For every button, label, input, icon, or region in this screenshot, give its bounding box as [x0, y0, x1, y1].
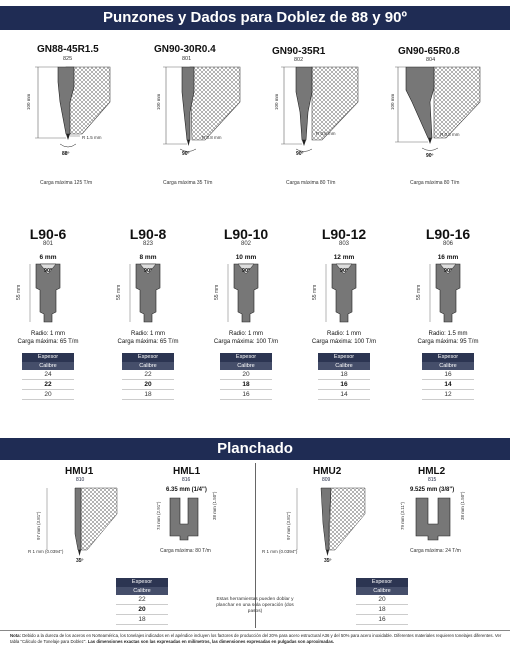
- punch-height: 100 mm: [274, 93, 279, 110]
- table-header: Espesor: [356, 578, 408, 587]
- tool-side: 38 mm (1.50"): [212, 491, 217, 520]
- punch-number: 804: [426, 57, 436, 63]
- tool-radius: R 1 mm (0.0394"): [262, 549, 298, 554]
- gauge-table: [22, 353, 74, 400]
- die-height: 55 mm: [214, 284, 220, 300]
- tool-number: 816: [182, 477, 191, 483]
- hemming-die-drawing: [406, 491, 466, 544]
- gauge-table: [318, 353, 370, 400]
- die-capacity: Carga máxima: 100 T/m: [311, 339, 377, 345]
- note-label: Nota:: [10, 633, 21, 638]
- die-number: 802: [240, 241, 251, 247]
- tool-height: 97 mm (3.81"): [36, 511, 41, 540]
- table-row: 22: [122, 370, 174, 380]
- punch-code: GN90-30R0.4: [154, 44, 216, 55]
- table-row: 12: [422, 390, 474, 400]
- table-header: Espesor: [220, 353, 272, 362]
- tool-number: 809: [322, 477, 331, 483]
- table-row: 16: [318, 380, 370, 390]
- table-row: 20: [220, 370, 272, 380]
- die-height: 55 mm: [312, 284, 318, 300]
- punch-number: 825: [63, 56, 73, 62]
- gauge-table: [122, 353, 174, 400]
- tool-width: 6.35 mm (1/4"): [166, 487, 207, 493]
- die-number: 803: [338, 241, 349, 247]
- punch-angle: 90º: [182, 151, 190, 157]
- die-width: 16 mm: [437, 254, 459, 261]
- table-header: Espesor: [116, 578, 168, 587]
- hemming-die-drawing: [160, 491, 220, 544]
- punch-height: 100 mm: [390, 93, 395, 110]
- punch-code: GN90-35R1: [272, 46, 326, 57]
- punch-capacity: Carga máxima 80 T/m: [286, 180, 336, 186]
- tool-height: 97 mm (3.81"): [286, 511, 291, 540]
- table-row: 20: [122, 380, 174, 390]
- die-number: 801: [42, 241, 53, 247]
- die-number: 823: [142, 241, 153, 247]
- die-width: 8 mm: [139, 254, 157, 261]
- gauge-table-planchado-1: [116, 578, 168, 625]
- tool-angle: 35º: [76, 558, 84, 564]
- die-width: 6 mm: [39, 254, 57, 261]
- tool-radius: R 1 mm (0.0394"): [28, 549, 64, 554]
- table-subheader: Calibre: [220, 362, 272, 370]
- gauge-table-planchado-2: [356, 578, 408, 625]
- table-row: 20: [356, 595, 408, 605]
- table-row: 18: [220, 380, 272, 390]
- note-bold-tail: Las dimensiones exactas son las expresadas en milímetros, las dimensiones expresadas en pulgadas son aproximadas.: [87, 638, 335, 644]
- die-height: 55 mm: [16, 284, 22, 300]
- punch-drawing: [394, 62, 489, 157]
- punch-number: 801: [182, 56, 192, 62]
- die-radius: Radio: 1 mm: [228, 331, 263, 337]
- tool-capacity: Carga máxima: 80 T/m: [160, 548, 211, 554]
- die-radius: Radio: 1 mm: [326, 331, 361, 337]
- table-row: 14: [318, 390, 370, 400]
- punch-radius: R 0.8 mm: [202, 135, 222, 140]
- table-subheader: Calibre: [116, 587, 168, 595]
- table-row: 18: [318, 370, 370, 380]
- die-angle: 90º: [143, 268, 153, 274]
- hemming-punch-drawing: [285, 484, 375, 559]
- die-capacity: Carga máxima: 95 T/m: [417, 339, 479, 345]
- punch-radius: R 1.5 mm: [82, 135, 102, 140]
- table-row: 16: [356, 615, 408, 625]
- punch-number: 802: [294, 57, 304, 63]
- table-row: 16: [220, 390, 272, 400]
- tool-code: HMU2: [313, 466, 342, 477]
- table-header: Espesor: [422, 353, 474, 362]
- punch-angle: 90º: [426, 153, 434, 159]
- tool-side: 38 mm (1.50"): [460, 491, 465, 520]
- punch-capacity: Carga máxima 35 T/m: [163, 180, 213, 186]
- punch-code: GN90-65R0.8: [398, 46, 460, 57]
- punch-radius: R 0.8 mm: [440, 132, 460, 137]
- die-radius: Radio: 1 mm: [130, 331, 165, 337]
- punch-code: GN88-45R1.5: [37, 44, 99, 55]
- die-angle: 90º: [339, 268, 349, 274]
- punch-drawing: [278, 62, 368, 157]
- table-subheader: Calibre: [356, 587, 408, 595]
- die-angle: 90º: [43, 268, 53, 274]
- table-row: 18: [122, 390, 174, 400]
- tool-angle: 35º: [324, 558, 332, 564]
- footer-divider: [0, 630, 510, 631]
- die-code: L90-8: [129, 226, 167, 242]
- footer-note: [10, 633, 502, 644]
- section-title-punzones: Punzones y Dados para Doblez de 88 y 90º: [0, 6, 510, 30]
- punch-drawing: [30, 62, 120, 157]
- die-capacity: Carga máxima: 65 T/m: [117, 339, 179, 345]
- table-row: 18: [116, 615, 168, 625]
- planchado-note: Estas herramientas pueden doblar y planchar en una sola operación (dos pasos): [216, 597, 294, 614]
- punch-angle: 90º: [296, 151, 304, 157]
- table-subheader: Calibre: [318, 362, 370, 370]
- table-row: 22: [116, 595, 168, 605]
- hemming-punch-drawing: [35, 484, 125, 559]
- die-code: L90-10: [223, 226, 269, 242]
- tool-capacity: Carga máxima: 24 T/m: [410, 548, 461, 554]
- die-width: 12 mm: [333, 254, 355, 261]
- die-radius: Radio: 1 mm: [30, 331, 65, 337]
- table-row: 18: [356, 605, 408, 615]
- die-capacity: Carga máxima: 100 T/m: [213, 339, 279, 345]
- die-code: L90-12: [321, 226, 367, 242]
- tool-height: 79 mm (3.11"): [400, 501, 405, 530]
- gauge-table: [422, 353, 474, 400]
- section-title-planchado: Planchado: [0, 438, 510, 460]
- gauge-table: [220, 353, 272, 400]
- punch-height: 100 mm: [156, 93, 161, 110]
- tool-number: 810: [76, 477, 85, 483]
- table-row: 20: [116, 605, 168, 615]
- tool-code: HML2: [418, 466, 446, 477]
- table-row: 16: [422, 370, 474, 380]
- punch-capacity: Carga máxima 80 T/m: [410, 180, 460, 186]
- die-capacity: Carga máxima: 65 T/m: [17, 339, 79, 345]
- punch-angle: 88º: [62, 151, 70, 157]
- die-width: 10 mm: [235, 254, 257, 261]
- table-row: 24: [22, 370, 74, 380]
- die-angle: 90º: [241, 268, 251, 274]
- tool-code: HML1: [173, 466, 201, 477]
- tool-width: 9.525 mm (3/8"): [410, 487, 455, 493]
- die-radius: Radio: 1.5 mm: [428, 331, 468, 337]
- table-header: Espesor: [22, 353, 74, 362]
- table-header: Espesor: [318, 353, 370, 362]
- table-header: Espesor: [122, 353, 174, 362]
- table-row: 22: [22, 380, 74, 390]
- table-subheader: Calibre: [422, 362, 474, 370]
- table-row: 14: [422, 380, 474, 390]
- note-body: Debido a la dureza de los aceros en Norteamérica, los tonelajes indicados en el apéndice incluyen los factores de producción del 20% para acero estructural A36 y del 50% para acero inoxidable. Diferentes materiales requieren tonelajes diferentes. Ver tabla "Cálculo de Tonelaje para Doblez".: [10, 633, 502, 644]
- die-code: L90-16: [425, 226, 471, 242]
- die-height: 55 mm: [116, 284, 122, 300]
- die-number: 806: [442, 241, 453, 247]
- tool-height: 74 mm (2.91"): [156, 501, 161, 530]
- die-angle: 90º: [443, 268, 453, 274]
- table-row: 20: [22, 390, 74, 400]
- punch-height: 100 mm: [26, 93, 31, 110]
- punch-drawing: [160, 62, 250, 157]
- punch-radius: R 0.8 mm: [316, 131, 336, 136]
- table-subheader: Calibre: [22, 362, 74, 370]
- tool-code: HMU1: [65, 466, 94, 477]
- die-code: L90-6: [29, 226, 67, 242]
- tool-number: 815: [428, 477, 437, 483]
- die-height: 55 mm: [416, 284, 422, 300]
- table-subheader: Calibre: [122, 362, 174, 370]
- punch-capacity: Carga máxima 125 T/m: [40, 180, 93, 186]
